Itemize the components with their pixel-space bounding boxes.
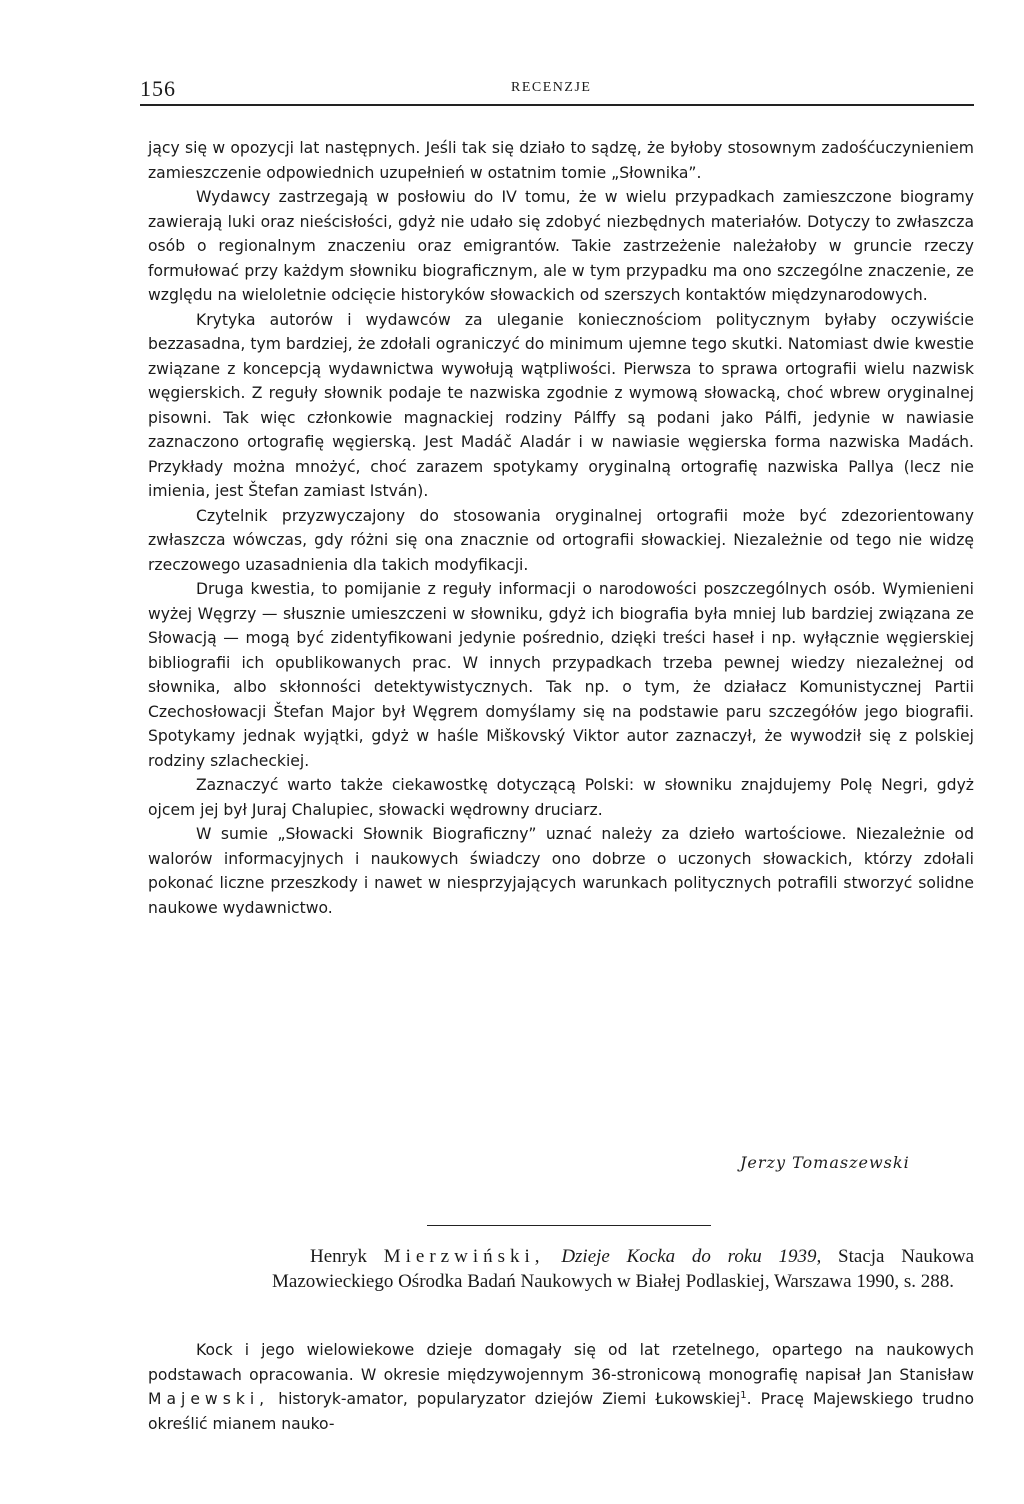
second-review-text bbox=[148, 1338, 974, 1436]
paragraph: jący się w opozycji lat następnych. Jeśli tak się działo to sądzę, że byłoby stosownym zadośćuczynieniem zamieszczenie odpowiednich uzupełnień w ostatnim tomie „Słownika”. bbox=[148, 139, 974, 182]
publisher-info: Stacja Naukowa Mazowieckiego Ośrodka Badań Naukowych w Białej Podlaskiej, Warszawa 1990, s. 288. bbox=[272, 1246, 975, 1292]
footnote-reference[interactable]: 1 bbox=[740, 1389, 747, 1401]
section-separator bbox=[427, 1225, 711, 1226]
paragraph bbox=[148, 1338, 974, 1436]
author-signature: Jerzy Tomaszewski bbox=[740, 1153, 910, 1172]
bibliographic-entry bbox=[272, 1244, 974, 1294]
paragraph: Krytyka autorów i wydawców za uleganie koniecznościom politycznym byłaby oczywiście bezzasadna, tym bardziej, że zdołali ograniczyć do minimum ujemne tego skutki. Natomiast dwie kwestie związane z koncepcją wydawnictwa wywołują wątpliwości. Pierwsza to sprawa ortografii wielu nazwisk węgierskich. Z reguły słownik podaje te nazwiska zgodnie z wymową słowacką, choć wbrew oryginalnej pisowni. Tak więc członkowie magnackiej rodziny Pálffy są podani jako Pálfi, jedynie w nawiasie zaznaczono ortografię węgierską. Jest Madáč Aladár i w nawiasie węgierska forma nazwiska Madách. Przykłady można mnożyć, choć zarazem spotykamy oryginalną ortografię nazwiska Pallya (lecz nie imienia, jest Štefan zamiast István). bbox=[148, 310, 974, 500]
running-head: RECENZJE bbox=[511, 80, 592, 95]
reviewed-author-first-name: Henryk bbox=[310, 1246, 367, 1267]
page-number: 156 bbox=[140, 76, 176, 101]
reviewed-author-last-name: Mierzwiński, bbox=[383, 1246, 545, 1267]
text-segment: . Pracę Majewskiego trudno określić mianem nauko- bbox=[148, 1390, 974, 1433]
header-rule bbox=[140, 104, 974, 106]
text-segment: historyk-amator, popularyzator dziejów Ziemi Łukowskiej bbox=[278, 1390, 741, 1408]
spaced-name: Majewski, bbox=[148, 1390, 270, 1408]
paragraph: Druga kwestia, to pomijanie z reguły informacji o narodowości poszczególnych osób. Wymienieni wyżej Węgrzy — słusznie umieszczeni w słowniku, gdyż ich biografia była mniej lub bardziej związana ze Słowacją — mogą być zidentyfikowani jedynie pośrednio, dzięki treści haseł i np. wyłącznie węgierskiej bibliografii ich opublikowanych prac. W innych przypadkach trzeba pewnej wiedzy niezależnej od słownika, albo skłonności detektywistycznych. Tak np. o tym, że działacz Komunistycznej Partii Czechosłowacji Štefan Major był Węgrem domyślamy się na podstawie paru szczegółów jego biografii. Spotykamy jednak wyjątki, gdyż w haśle Miškovský Viktor autor zaznaczył, że wywodził się z polskiej rodziny szlacheckiej. bbox=[148, 580, 974, 770]
paragraph: W sumie „Słowacki Słownik Biograficzny” uznać należy za dzieło wartościowe. Niezależnie od walorów informacyjnych i naukowych świadczy ono dobrze o uczonych słowackich, którzy zdołali pokonać liczne przeszkody i nawet w niesprzyjających warunkach politycznych potrafili stworzyć solidne naukowe wydawnictwo. bbox=[148, 825, 974, 917]
book-title: Dzieje Kocka do roku 1939, bbox=[561, 1246, 822, 1267]
text-segment: Kock i jego wielowiekowe dzieje domagały się od lat rzetelnego, opartego na naukowych podstawach opracowania. W okresie międzywojennym 36-stronicową monografię napisał Jan Stanisław bbox=[148, 1341, 974, 1384]
paragraph: Zaznaczyć warto także ciekawostkę dotyczącą Polski: w słowniku znajdujemy Polę Negri, gdyż ojcem jej był Juraj Chalupiec, słowacki wędrowny druciarz. bbox=[148, 776, 974, 819]
paragraph: Czytelnik przyzwyczajony do stosowania oryginalnej ortografii może być zdezorientowany zwłaszcza wówczas, gdy różni się ona znacznie od ortografii słowackiej. Niezależnie od tego nie widzę rzeczowego uzasadnienia dla takich modyfikacji. bbox=[148, 506, 974, 574]
paragraph: Wydawcy zastrzegają w posłowiu do IV tomu, że w wielu przypadkach zamieszczone biogramy zawierają luki oraz nieścisłości, gdyż nie udało się zdobyć niezbędnych materiałów. Dotyczy to zwłaszcza osób o regionalnym znaczeniu oraz emigrantów. Takie zastrzeżenie należałoby w gruncie rzeczy formułować przy każdym słowniku biograficznym, ale w tym przypadku ma ono szczególne znaczenie, ze względu na wieloletnie odcięcie historyków słowackich od szerszych kontaktów międzynarodowych. bbox=[148, 188, 974, 304]
review-body-text bbox=[148, 136, 974, 920]
